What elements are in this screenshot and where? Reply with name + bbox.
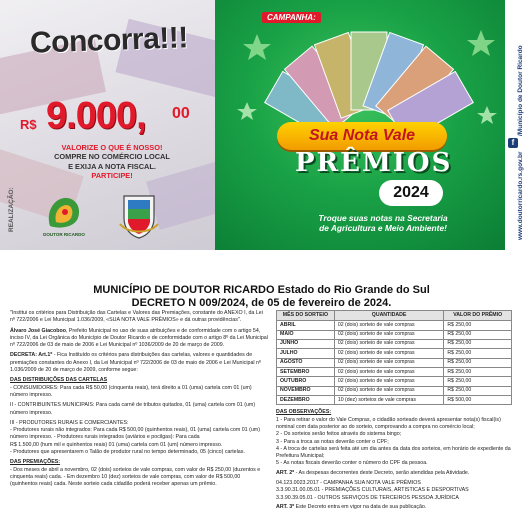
doutor-ricardo-logo [42, 192, 86, 232]
decree-title-line-1: MUNICÍPIO DE DOUTOR RICARDO Estado do Rio Grande do Sul [93, 284, 430, 296]
art3-text: Este Decreto entra em vigor na data de sua publicação. [294, 504, 427, 511]
section-heading-observations: DAS OBSERVAÇÕES: [276, 409, 332, 416]
month-cell: DEZEMBRO [277, 396, 335, 405]
troque-message [293, 213, 473, 233]
budget-line: 04.123.0023.2017 - CAMPANHA SUA NOTA VALE PRÊMIOS [276, 480, 421, 487]
campaign-banner [0, 0, 523, 250]
section-heading-prizes: DAS PREMIAÇÕES: [10, 459, 61, 466]
facebook-icon: f [508, 138, 518, 148]
value-cell: R$ 250,00 [444, 367, 512, 376]
observation-item: 2 - Os sorteios serão feitos através do sistema bingo; [276, 431, 402, 438]
valorize-body: COMPRE NO COMÉRCIO LOCAL E EXIJA A NOTA FISCAL. [54, 152, 170, 171]
value-cell: R$ 250,00 [444, 330, 512, 339]
quantity-cell: 02 (dois) sorteio de vale compras [334, 367, 443, 376]
value-cell: R$ 250,00 [444, 358, 512, 367]
month-cell: SETEMBRO [277, 367, 335, 376]
troque-line-2: de Agricultura e Meio Ambiente! [319, 223, 447, 234]
decree-title-line-2: DECRETO N 009/2024, de 05 de fevereiro de 2024. [131, 296, 392, 309]
distribution-item: III - PRODUTORES RURAIS E COMERCIANTES: [10, 419, 129, 426]
observation-item: 1 - Para retirar o valor do Vale Compras, o cidadão sorteado deverá apresentar nota(s) fiscal(is) nominal com data posterior ao do sorteio, comprovando a compra no comércio local; [276, 416, 501, 430]
decree-right-column [276, 310, 516, 514]
quantity-cell: 02 (dois) sorteio de vale compras [334, 330, 443, 339]
premios-title: PRÊMIOS [295, 148, 453, 178]
quantity-cell: 10 (dez) sorteios de vale compras [334, 396, 443, 405]
campanha-tag: CAMPANHA: [262, 12, 321, 23]
table-row [277, 386, 512, 395]
observation-item: 4 - A troca de cartelas será feita até um dia antes da data dos sorteios, em horário de expediente da Prefeitura Municipal; [276, 445, 511, 460]
column-header: QUANTIDADE [334, 311, 443, 321]
art1-label: DECRETA: Art.1º [10, 352, 53, 359]
decree-left-column [10, 310, 268, 492]
municipal-seal-icon [118, 190, 160, 240]
value-cell: R$ 250,00 [444, 377, 512, 386]
distribution-item: R$ 1.500,00 (hum mil e quinhentos reais) 01 (uma) cartela com 01 (um) número impresso. [10, 441, 223, 448]
quantity-cell: 02 (dois) sorteio de vale compras [334, 321, 443, 330]
table-row [277, 330, 512, 339]
column-header: MÊS DO SORTEIO [277, 311, 335, 321]
budget-line: 3.3.90.31.00.05.01 - PREMIAÇÕES CULTURAIS, ARTISTICAS E DESPORTIVAS [276, 487, 469, 494]
prize-value: 9.000, [46, 95, 146, 137]
distribution-item: - Produtores que apresentarem o Talão de produtor rural no tempo determinado, 05 (cinco) cartelas. [10, 449, 245, 456]
valorize-box [48, 140, 176, 183]
month-cell: OUTUBRO [277, 377, 335, 386]
logo-label: DOUTOR RICARDO [43, 232, 85, 237]
observation-item: 3 - Para a troca as notas deverão conter o CPF; [276, 438, 389, 445]
art3-label: ART. 3º [276, 504, 295, 511]
section-heading-distribution: DAS DISTRIBUIÇÕES DAS CARTELAS [10, 377, 108, 384]
troque-line-1: Troque suas notas na Secretaria [318, 213, 448, 223]
table-row [277, 339, 512, 348]
decree-preamble [10, 328, 268, 350]
distribution-item: - CONSUMIDORES: Para cada R$ 50,00 (cinquenta reais), terá direito a 01 (uma) cartela com 01 (um) número impresso. [10, 384, 252, 398]
quantity-cell: 02 (dois) sorteio de vale compras [334, 377, 443, 386]
art2-label: ART. 2º [276, 470, 295, 477]
decree-art3 [276, 504, 516, 511]
value-cell: R$ 250,00 [444, 349, 512, 358]
prize-schedule-table [276, 310, 512, 405]
value-cell: R$ 250,00 [444, 339, 512, 348]
realizacao-label: REALIZAÇÃO: [8, 187, 15, 232]
quantity-cell: 02 (dois) sorteio de vale compras [334, 339, 443, 348]
value-cell: R$ 500,00 [444, 396, 512, 405]
table-row [277, 367, 512, 376]
art2-text: - As despesas decorrentes deste Decreto, serão atendidas pela Atividade. [294, 470, 470, 477]
value-cell: R$ 250,00 [444, 386, 512, 395]
side-url: www.doutorricardo.rs.gov.br [517, 151, 524, 240]
month-cell: MAIO [277, 330, 335, 339]
table-header-row [277, 311, 512, 321]
table-row [277, 377, 512, 386]
distribution-item: - Produtores rurais não integrados: Para cada R$ 500,00 (quinhentos reais), 01 (uma) cartela com 01 (um) número impresso. - Produtores rurais integrados (aviários e pocilgas): Para cada [10, 427, 260, 441]
table-row [277, 349, 512, 358]
decree-intro: "Institui os critérios para Distribuição das Cartelas e Valores das Premiações, constante do ANEXO I, da Lei nº 722/2006 e Lei Municipal 1.036/2009, «SUA NOTA VALE PRÊMIOS» e dá outras providências". [10, 310, 263, 324]
banknote-fan-illustration [235, 22, 503, 134]
month-cell: JUNHO [277, 339, 335, 348]
mayor-name: Álvaro José Giacoboo [10, 327, 66, 334]
decree-art1 [10, 352, 268, 374]
decree-title [0, 284, 523, 310]
month-cell: AGOSTO [277, 358, 335, 367]
quantity-cell: 02 (dois) sorteio de vale compras [334, 386, 443, 395]
quantity-cell: 02 (dois) sorteio de vale compras [334, 358, 443, 367]
prizes-text: - Dos meses de abril a novembro, 02 (dois) sorteios de vale compras, com valor de R$ 250,00 (duzentos e cinquenta reais) cada. - Em dezembro 10 (dez) sorteios de vale compras, com valor de R$ 500,00 (quinhentos reais) cada. Neste sorteio cada cidadão poderá receber apenas um prêmio. [10, 466, 261, 488]
month-cell: NOVEMBRO [277, 386, 335, 395]
side-social: /Município de Doutor Ricardo [517, 45, 524, 136]
month-cell: JULHO [277, 349, 335, 358]
prize-currency: R$ [20, 117, 37, 132]
preamble-text: , Prefeito Municipal no uso de suas atribuições e de conformidade com o artigo 54, inciso IV, da Lei Orgânica do Município de Doutor Ricardo e de conformidade com o artigo 8º da Lei Municipal nº 722/2006 de 03 de maio de 2006 e Lei Municipal nº 1036/2009 de 20 de março de 2009. [10, 327, 268, 349]
decree-art2 [276, 470, 516, 477]
decree-document [0, 250, 523, 525]
table-row [277, 396, 512, 405]
valorize-cta: PARTICIPE! [91, 170, 133, 180]
year-badge: 2024 [379, 180, 443, 206]
art1-text: - Fica Instituído os critérios para distribuições das cartelas, valores e quantidades de premiações constantes do Anexo I, da Lei Municipal nº 722/2006 de 03 de maio de 2006 e Lei Municipal nº 1.036/2009 de 20 de março de 2009, conforme segue: [10, 352, 261, 374]
value-cell: R$ 250,00 [444, 321, 512, 330]
distribution-item: II - CONTRIBUINTES MUNICIPAIS: Para cada carnê de tributos quitados, 01 (uma) cartela com 01 (um) número impresso. [10, 402, 256, 416]
concorra-headline: Concorra!!! [29, 21, 189, 60]
column-header: VALOR DO PRÊMIO [444, 311, 512, 321]
banner-right-panel [215, 0, 523, 250]
budget-line: 3.3.90.39.05.01 - OUTROS SERVIÇOS DE TERCEIROS PESSOA JURÍDICA [276, 494, 459, 501]
quantity-cell: 02 (dois) sorteio de vale compras [334, 349, 443, 358]
prize-cents: 00 [172, 105, 190, 122]
prize-amount [20, 95, 200, 139]
month-cell: ABRIL [277, 321, 335, 330]
table-row [277, 358, 512, 367]
sua-nota-vale-title: Sua Nota Vale [277, 122, 447, 150]
banner-left-panel [0, 0, 215, 250]
table-row [277, 321, 512, 330]
valorize-headline: VALORIZE O QUE É NOSSO! [61, 143, 163, 152]
observation-item: 5 - As notas fiscais deverão conter o número do CPF da pessoa. [276, 460, 428, 467]
